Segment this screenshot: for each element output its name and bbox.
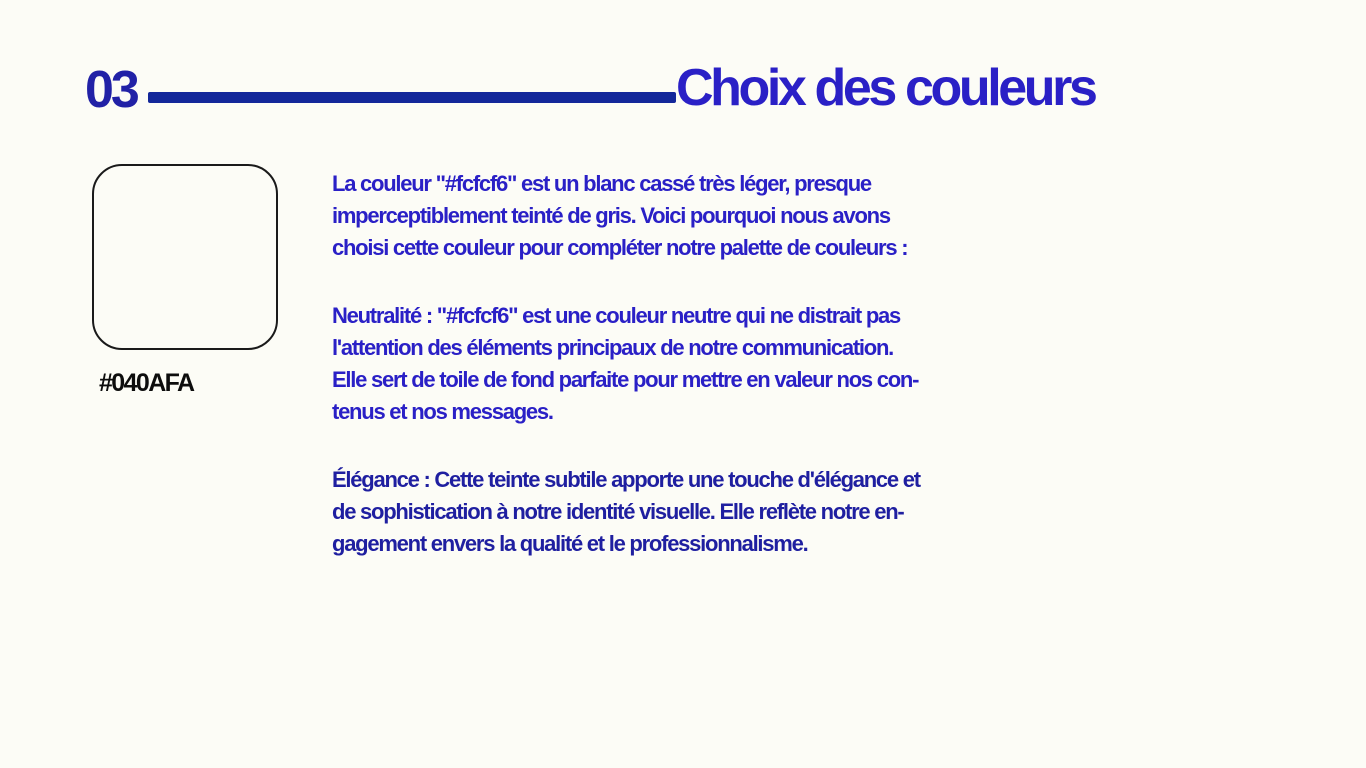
elegance-paragraph: Élégance : Cette teinte subtile apporte une touche d'élégance et de sophistication à notre identité visuelle. Elle reflète notre en- gagement envers la qualité et le professionnalisme. (332, 467, 920, 556)
color-swatch (92, 164, 278, 350)
neutrality-paragraph: Neutralité : "#fcfcf6" est une couleur neutre qui ne distrait pas l'attention des éléments principaux de notre communication. Elle sert de toile de fond parfaite pour mettre en valeur nos con- tenus et nos messages. (332, 303, 919, 424)
color-swatch-label: #040AFA (99, 369, 194, 397)
body-text (332, 168, 992, 560)
page-title: Choix des couleurs (676, 59, 1095, 117)
section-number: 03 (85, 61, 137, 119)
header-rule (148, 92, 676, 103)
intro-paragraph: La couleur "#fcfcf6" est un blanc cassé très léger, presque imperceptiblement teinté de gris. Voici pourquoi nous avons choisi cette couleur pour compléter notre palette de couleurs : (332, 171, 908, 260)
